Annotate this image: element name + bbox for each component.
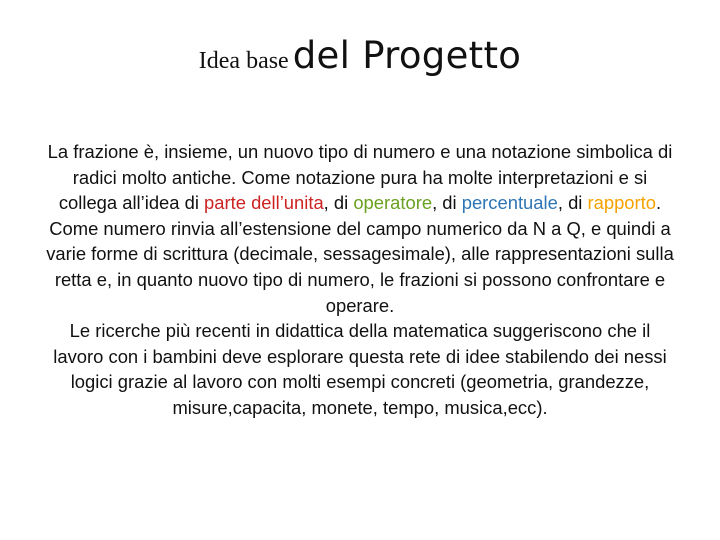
highlight-percentuale: percentuale [461,192,558,214]
paragraph-1-text-2: , di [323,192,354,214]
paragraph-1-text-1: La frazione è, insieme, un nuovo tipo di numero e una notazione simbolica di radici molto antiche. Come notazione pura ha molte interpretazioni e si collega all’idea di [47,141,673,214]
paragraph-1 [46,139,674,318]
highlight-rapporto: rapporto [587,192,656,214]
slide-title [0,30,720,90]
highlight-operatore: operatore [353,192,433,214]
highlight-parte-dell-unita: parte dell’unita [204,192,324,214]
paragraph-1-text-4: , di [557,192,588,214]
title-part-1: Idea base [198,48,289,74]
paragraph-1-text-5: . Come numero rinvia all’estensione del campo numerico da N a Q, e quindi a varie forme di scrittura (decimale, sessagesimale), alle rappresentazioni sulla retta e, in quanto nuovo tipo di numero, le frazioni si possono confrontare e operare. [46,192,674,316]
slide-body [46,139,674,421]
paragraph-1-text-3: , di [432,192,462,214]
paragraph-2: Le ricerche più recenti in didattica della matematica suggeriscono che il lavoro con i bambini deve esplorare questa rete di idee stabilendo dei nessi logici grazie al lavoro con molti esempi concreti (geometria, grandezze, misure,capacita, monete, tempo, musica,ecc). [53,320,667,418]
title-part-2: del Progetto [292,34,522,77]
